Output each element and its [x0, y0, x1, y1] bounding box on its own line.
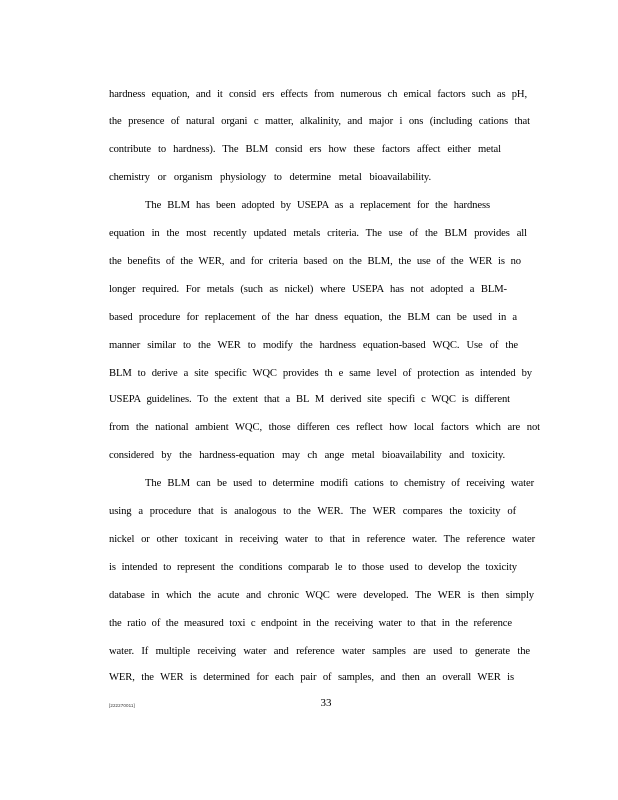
text-line: manner similar to the WER to modify the hardness equation-based WQC. Use of the — [109, 340, 518, 351]
text-line: based procedure for replacement of the har dness equation, the BLM can be used in a — [109, 312, 517, 323]
text-line: BLM to derive a site specific WQC provides th e same level of protection as intended by — [109, 368, 532, 379]
text-line: nickel or other toxicant in receiving water to that in reference water. The reference water — [109, 534, 535, 545]
text-line: considered by the hardness-equation may ch ange metal bioavailability and toxicity. — [109, 450, 505, 461]
text-line: longer required. For metals (such as nickel) where USEPA has not adopted a BLM- — [109, 284, 507, 295]
text-line: contribute to hardness). The BLM consid ers how these factors affect either metal — [109, 144, 501, 155]
text-line: equation in the most recently updated metals criteria. The use of the BLM provides all — [109, 228, 527, 239]
page-number: 33 — [320, 697, 332, 709]
text-line: hardness equation, and it consid ers effects from numerous ch emical factors such as pH, — [109, 89, 527, 100]
text-line: The BLM has been adopted by USEPA as a replacement for the hardness — [145, 200, 490, 211]
text-line: WER, the WER is determined for each pair of samples, and then an overall WER is — [109, 672, 514, 683]
text-line: water. If multiple receiving water and reference water samples are used to generate the — [109, 646, 530, 657]
text-line: from the national ambient WQC, those differen ces reflect how local factors which are not — [109, 422, 540, 433]
text-line: database in which the acute and chronic WQC were developed. The WER is then simply — [109, 590, 534, 601]
text-line: the presence of natural organi c matter, alkalinity, and major i ons (including cations that — [109, 116, 530, 127]
text-line: the ratio of the measured toxi c endpoint in the receiving water to that in the reference — [109, 618, 512, 629]
text-line: the benefits of the WER, and for criteria based on the BLM, the use of the WER is no — [109, 256, 521, 267]
text-line: The BLM can be used to determine modifi cations to chemistry of receiving water — [145, 478, 534, 489]
text-line: using a procedure that is analogous to the WER. The WER compares the toxicity of — [109, 506, 516, 517]
text-line: is intended to represent the conditions comparab le to those used to develop the toxicity — [109, 562, 517, 573]
text-line: USEPA guidelines. To the extent that a BL M derived site specifi c WQC is different — [109, 394, 510, 405]
document-id-footer: [222270011] — [109, 703, 135, 708]
text-line: chemistry or organism physiology to determine metal bioavailability. — [109, 172, 431, 183]
